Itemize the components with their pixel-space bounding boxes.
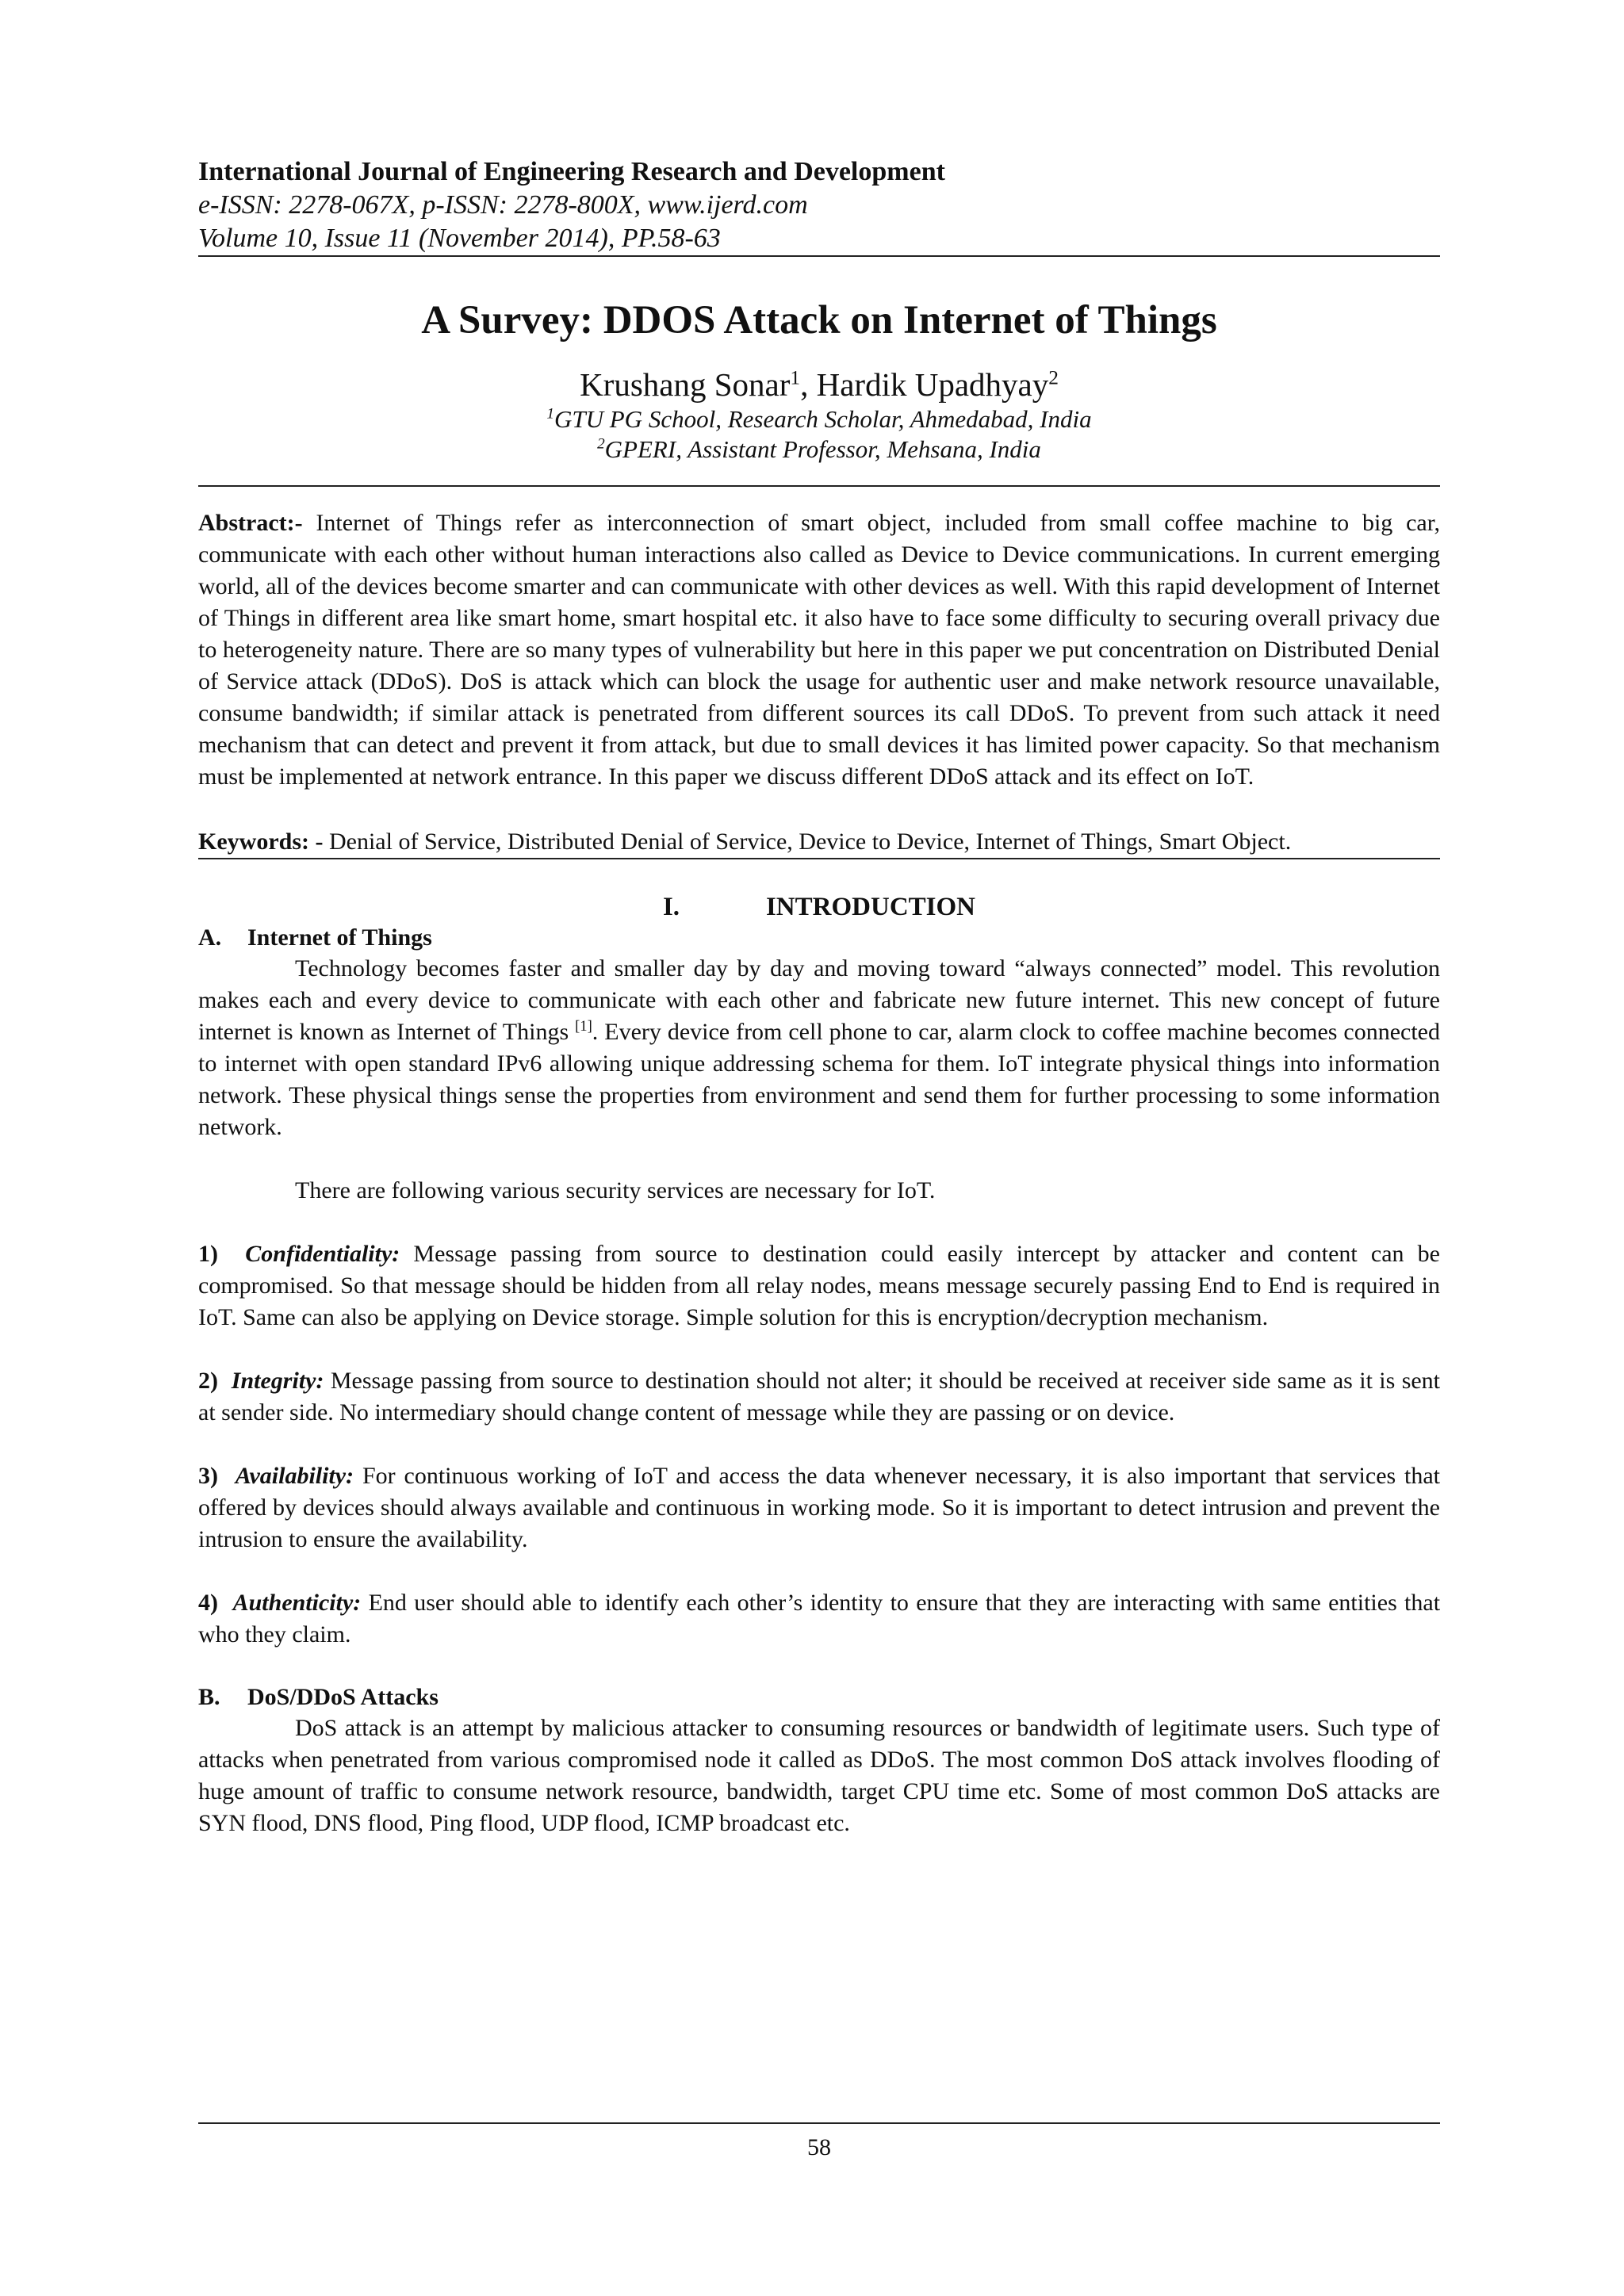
affiliation-text: GTU PG School, Research Scholar, Ahmedabad, India <box>553 405 1092 433</box>
paper-title: A Survey: DDOS Attack on Internet of Things <box>421 298 1217 342</box>
journal-volume: Volume 10, Issue 11 (November 2014), PP.58-63 <box>198 224 721 253</box>
item-number: 2) <box>198 1368 218 1394</box>
keywords-text: Denial of Service, Distributed Denial of Service, Device to Device, Internet of Things, Smart Object. <box>328 828 1292 855</box>
journal-issn: e-ISSN: 2278-067X, p-ISSN: 2278-800X, www.ijerd.com <box>198 190 808 220</box>
item-text: Message passing from source to destination should not alter; it should be received at receiver side same as it is sent at sender side. No intermediary should change content of message while they are passing or on device. <box>198 1368 1441 1425</box>
dos-paragraph: DoS attack is an attempt by malicious attacker to consuming resources or bandwidth of legitimate users. Such type of attacks when penetrated from various compromised node it called as DDoS. The most common DoS attack involves flooding of huge amount of traffic to consume network resource, bandwidth, target CPU time etc. Some of most common DoS attacks are SYN flood, DNS flood, Ping flood, UDP flood, ICMP broadcast etc. <box>198 1715 1440 1836</box>
item-title: Confidentiality: <box>245 1241 400 1267</box>
affiliation <box>198 404 1440 434</box>
author-name: Hardik Upadhyay <box>816 366 1049 403</box>
item-text: Message passing from source to destination could easily intercept by attacker and content can be compromised. So that message should be hidden from all relay nodes, means message securely passing End to End is required in IoT. Same can also be applying on Device storage. Simple solution for this is encryption/decryption mechanism. <box>198 1241 1440 1330</box>
authors-line: Krushang Sonar$^1$, Hardik Upadhyay$^2$ <box>580 366 1059 403</box>
keywords-bottom-rule <box>198 858 1440 859</box>
list-item <box>198 1365 1440 1429</box>
list-item <box>198 1587 1440 1651</box>
affiliation-text: GPERI, Assistant Professor, Mehsana, India <box>604 435 1041 463</box>
item-text: For continuous working of IoT and access the data whenever necessary, it is also important that services that offered by devices should always available and continuous in working mode. So it is important to detect intrusion and prevent the intrusion to ensure the availability. <box>198 1463 1441 1552</box>
item-title: Availability: <box>235 1463 354 1489</box>
item-title: Authenticity: <box>232 1590 362 1616</box>
page-number: 58 <box>807 2134 831 2160</box>
item-number: 4) <box>198 1590 218 1616</box>
subsection-letter: A. <box>198 924 222 951</box>
section-title: INTRODUCTION <box>765 893 976 921</box>
abstract <box>198 507 1440 793</box>
list-item <box>198 1238 1440 1334</box>
abstract-top-rule <box>198 485 1440 487</box>
abstract-text: Internet of Things refer as interconnection of smart object, included from small coffee machine to big car, communicate with each other without human interactions also called as Device to Device communications. In current emerging world, all of the devices become smarter and can communicate with other devices as well. With this rapid development of Internet of Things in different area like smart home, smart hospital etc. it also have to face some difficulty to securing overall privacy due to heterogeneity nature. There are so many types of vulnerability but here in this paper we put concentration on Distributed Denial of Service attack (DDoS). DoS is attack which can block the usage for authentic user and make network resource unavailable, consume bandwidth; if similar attack is penetrated from different sources its call DDoS. To prevent from such attack it need mechanism that can detect and prevent it from attack, but due to small devices it has limited power capacity. So that mechanism must be implemented at network entrance. In this paper we discuss different DDoS attack and its effect on IoT. <box>198 510 1440 790</box>
intro-text: Technology becomes faster and smaller day by day and moving toward “always connected” model. This revolution makes each and every device to communicate with each other and fabricate new future internet. This new concept of future internet is known as Internet of Things <box>198 955 1440 1045</box>
list-item <box>198 1460 1440 1556</box>
subsection-heading-iot <box>198 923 1440 953</box>
paper-page <box>198 155 1440 1839</box>
author-superscript: 1 <box>790 366 801 389</box>
intro-paragraph <box>198 953 1440 1143</box>
section-number: I. <box>662 893 680 921</box>
subsection-heading-dos <box>198 1682 1440 1712</box>
journal-name: International Journal of Engineering Research and Development <box>198 157 945 186</box>
affiliation <box>198 434 1440 465</box>
page-footer <box>198 2122 1440 2164</box>
keywords <box>198 826 1440 858</box>
subsection-title: DoS/DDoS Attacks <box>247 1684 439 1710</box>
header-rule <box>198 255 1440 257</box>
affiliation-superscript: 2 <box>597 435 605 453</box>
subsection-letter: B. <box>198 1684 220 1710</box>
abstract-label: Abstract:- <box>198 510 303 536</box>
author-name: Krushang Sonar <box>580 366 791 403</box>
author-superscript: 2 <box>1048 366 1059 389</box>
item-text: End user should able to identify each other’s identity to ensure that they are interacting with same entities that who they claim. <box>198 1590 1441 1647</box>
footer-rule <box>198 2122 1440 2124</box>
item-number: 1) <box>198 1241 218 1267</box>
services-intro: There are following various security services are necessary for IoT. <box>295 1177 936 1203</box>
subsection-title: Internet of Things <box>247 924 432 951</box>
section-heading-introduction <box>198 891 1440 923</box>
citation-ref: [1] <box>575 1018 592 1035</box>
keywords-label: Keywords: - <box>198 828 324 855</box>
item-title: Integrity: <box>231 1368 324 1394</box>
item-number: 3) <box>198 1463 218 1489</box>
affiliation-superscript: 1 <box>546 405 554 423</box>
intro-text-cont: . Every device from cell phone to car, alarm clock to coffee machine becomes connected to internet with open standard IPv6 allowing unique addressing schema for them. IoT integrate physical things into information network. These physical things sense the properties from environment and send them for further processing to some information network. <box>198 1019 1440 1140</box>
journal-header <box>198 155 1440 255</box>
